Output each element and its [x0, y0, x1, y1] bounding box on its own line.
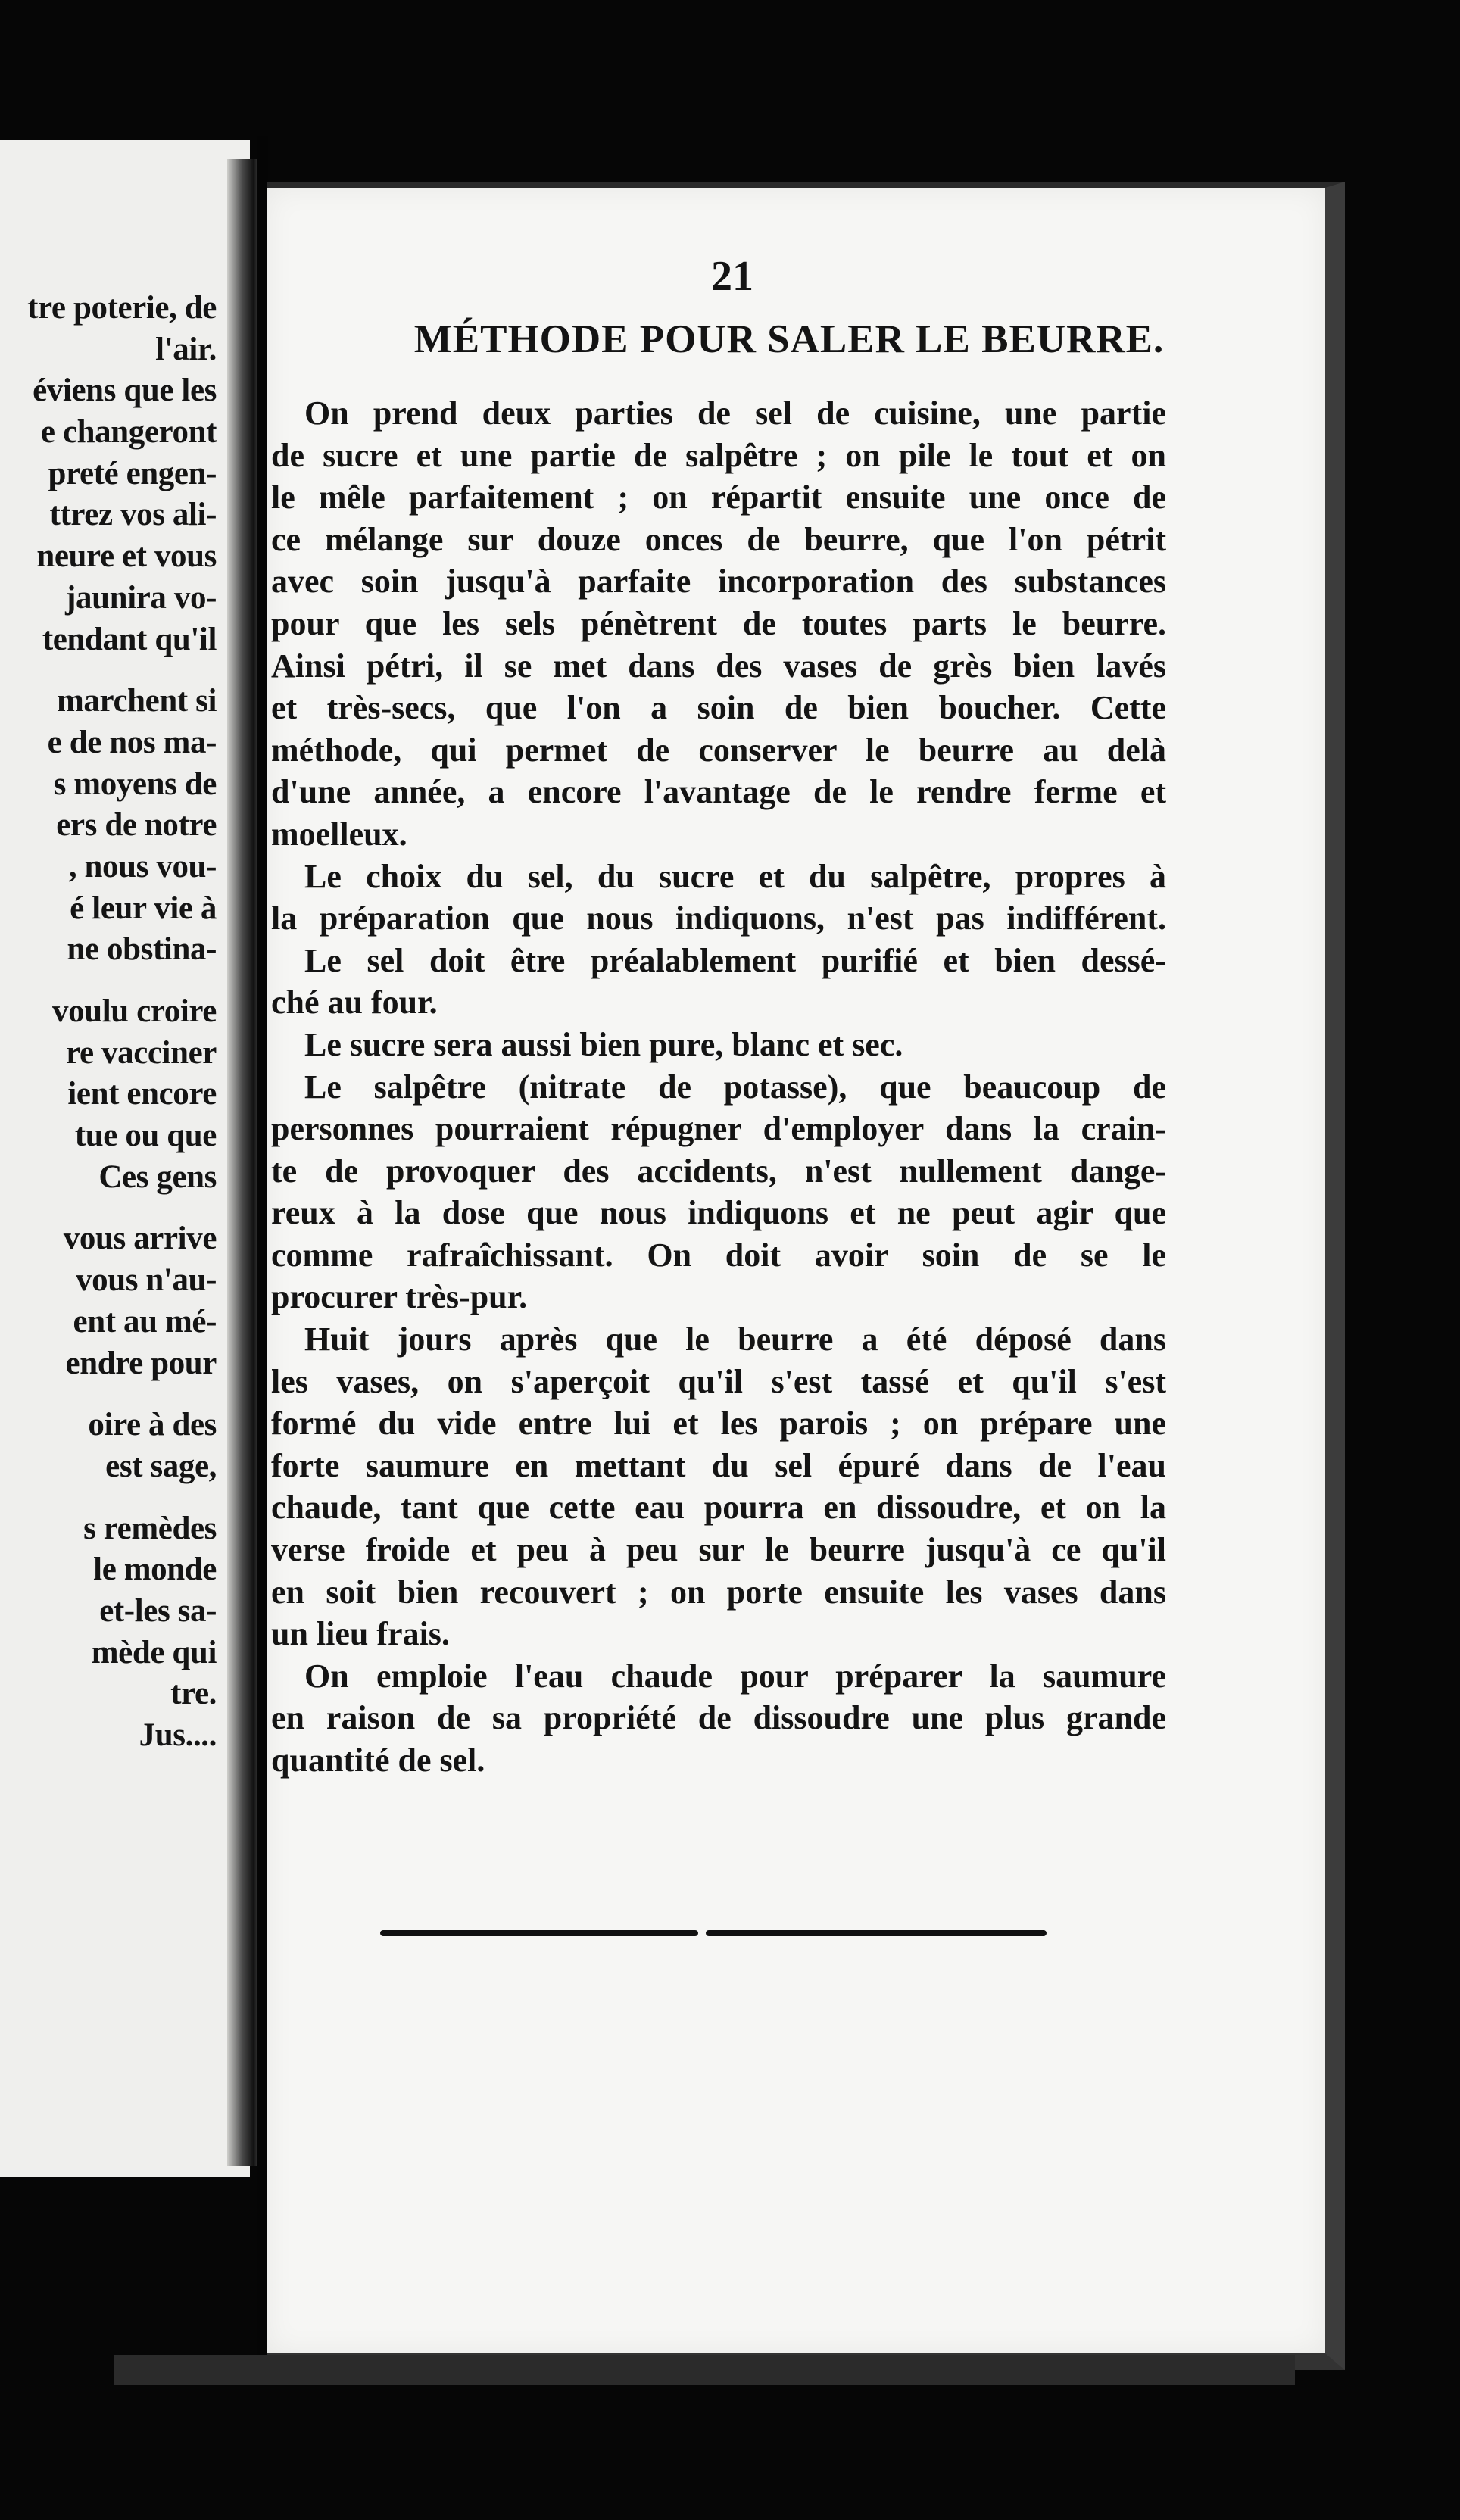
text-line: Le sucre sera aussi bien pure, blanc et sec. — [304, 1025, 903, 1063]
section-heading: MÉTHODE POUR SALER LE BEURRE. — [413, 317, 1165, 361]
text-line: On prend deux parties de sel de cuisine, une partie — [304, 395, 1166, 432]
text-line: en soit bien recouvert ; on porte ensuite les vases dans — [271, 1573, 1166, 1611]
paragraph-gap — [0, 1384, 250, 1405]
previous-page-line: s moyens de — [53, 766, 217, 802]
previous-page-line: le monde — [93, 1552, 217, 1588]
previous-page-line: ttrez vos ali- — [49, 497, 217, 533]
text-line: personnes pourraient répugner d'employer dans la crain- — [271, 1110, 1166, 1148]
text-line: reux à la dose que nous indiquons et ne peut agir que — [271, 1194, 1166, 1232]
text-line: quantité de sel. — [271, 1742, 485, 1779]
text-line: Huit jours après que le beurre a été déposé dans — [304, 1321, 1166, 1358]
page-number: 21 — [711, 253, 753, 300]
previous-page-text — [0, 288, 250, 1757]
paragraph-gap — [0, 1198, 250, 1218]
text-line: et très-secs, que l'on a soin de bien boucher. Cette — [271, 689, 1166, 727]
text-line: Le choix du sel, du sucre et du salpêtre, propres à — [304, 857, 1166, 895]
paragraph-gap — [0, 660, 250, 681]
previous-page-line: ne obstina- — [67, 931, 217, 968]
previous-page-line: s remèdes — [83, 1510, 217, 1546]
previous-page-line: ient encore — [67, 1076, 217, 1112]
previous-page-line: voulu croire — [52, 993, 217, 1029]
page-edge-shadow — [114, 2355, 1295, 2385]
previous-page-line: vous arrive — [63, 1221, 217, 1257]
text-line: un lieu frais. — [271, 1615, 450, 1653]
previous-page-line: e de nos ma- — [47, 724, 217, 760]
text-line: ché au four. — [271, 984, 438, 1021]
text-line: en raison de sa propriété de dissoudre une plus grande — [271, 1699, 1166, 1737]
previous-page-line: oire à des — [88, 1407, 217, 1443]
previous-page-line: tre poterie, de — [27, 290, 217, 326]
previous-page-line: est sage, — [105, 1448, 217, 1484]
paragraph-gap — [0, 1488, 250, 1508]
section-end-rule — [380, 1926, 1047, 1941]
book-page — [267, 182, 1345, 2370]
text-line: formé du vide entre lui et les parois ; on prépare une — [271, 1405, 1166, 1442]
text-line: le mêle parfaitement ; on répartit ensuite une once de — [271, 479, 1166, 516]
rule-left — [380, 1930, 698, 1936]
previous-page-line: neure et vous — [36, 538, 217, 575]
previous-page-line: jaunira vo- — [65, 579, 217, 616]
text-line: avec soin jusqu'à parfaite incorporation des substances — [271, 563, 1166, 600]
text-line: procurer très-pur. — [271, 1278, 528, 1316]
text-line: On emploie l'eau chaude pour préparer la saumure — [304, 1657, 1166, 1695]
previous-page-fragment — [0, 140, 250, 2177]
previous-page-line: ers de notre — [56, 807, 217, 844]
text-line: ce mélange sur douze onces de beurre, que l'on pétrit — [271, 520, 1166, 558]
text-line: verse froide et peu à peu sur le beurre jusqu'à ce qu'il — [271, 1531, 1166, 1569]
text-line: les vases, on s'aperçoit qu'il s'est tassé et qu'il s'est — [271, 1362, 1166, 1400]
text-line: de sucre et une partie de salpêtre ; on pile le tout et on — [271, 436, 1166, 474]
previous-page-line: et-les sa- — [99, 1592, 217, 1629]
text-line: d'une année, a encore l'avantage de le rendre ferme et — [271, 773, 1166, 811]
previous-page-line: mède qui — [91, 1634, 217, 1670]
previous-page-line: é leur vie à — [70, 890, 217, 926]
text-line: la préparation que nous indiquons, n'est pas indifférent. — [271, 900, 1166, 937]
paragraph-gap — [0, 971, 250, 991]
previous-page-line: tue ou que — [74, 1118, 217, 1154]
text-line: Ainsi pétri, il se met dans des vases de grès bien lavés — [271, 647, 1166, 685]
text-line: Le sel doit être préalablement purifié et bien dessé- — [304, 941, 1166, 979]
text-line: méthode, qui permet de conserver le beurre au delà — [271, 731, 1166, 769]
previous-page-line: preté engen- — [48, 455, 217, 491]
body-text — [267, 392, 1325, 1782]
previous-page-line: re vacciner — [66, 1034, 217, 1071]
previous-page-line: l'air. — [155, 331, 217, 367]
text-line: forte saumure en mettant du sel épuré dans de l'eau — [271, 1446, 1166, 1484]
text-line: pour que les sels pénètrent de toutes parts le beurre. — [271, 604, 1166, 642]
previous-page-line: vous n'au- — [76, 1262, 217, 1299]
previous-page-line: tre. — [170, 1676, 217, 1712]
previous-page-line: e changeront — [40, 414, 217, 451]
previous-page-line: Ces gens — [98, 1159, 217, 1195]
previous-page-line: marchent si — [57, 683, 217, 719]
text-line: Le salpêtre (nitrate de potasse), que beaucoup de — [304, 1068, 1166, 1106]
previous-page-line: Jus.... — [139, 1717, 217, 1753]
text-line: chaude, tant que cette eau pourra en dissoudre, et on la — [271, 1489, 1166, 1527]
previous-page-line: , nous vou- — [68, 848, 217, 884]
previous-page-line: endre pour — [65, 1345, 217, 1381]
previous-page-line: tendant qu'il — [42, 621, 217, 657]
previous-page-line: ent au mé- — [73, 1303, 217, 1340]
previous-page-line: éviens que les — [33, 373, 217, 409]
rule-right — [706, 1930, 1047, 1936]
text-line: moelleux. — [271, 815, 407, 853]
text-line: te de provoquer des accidents, n'est nullement dange- — [271, 1152, 1166, 1190]
text-line: comme rafraîchissant. On doit avoir soin de se le — [271, 1236, 1166, 1274]
